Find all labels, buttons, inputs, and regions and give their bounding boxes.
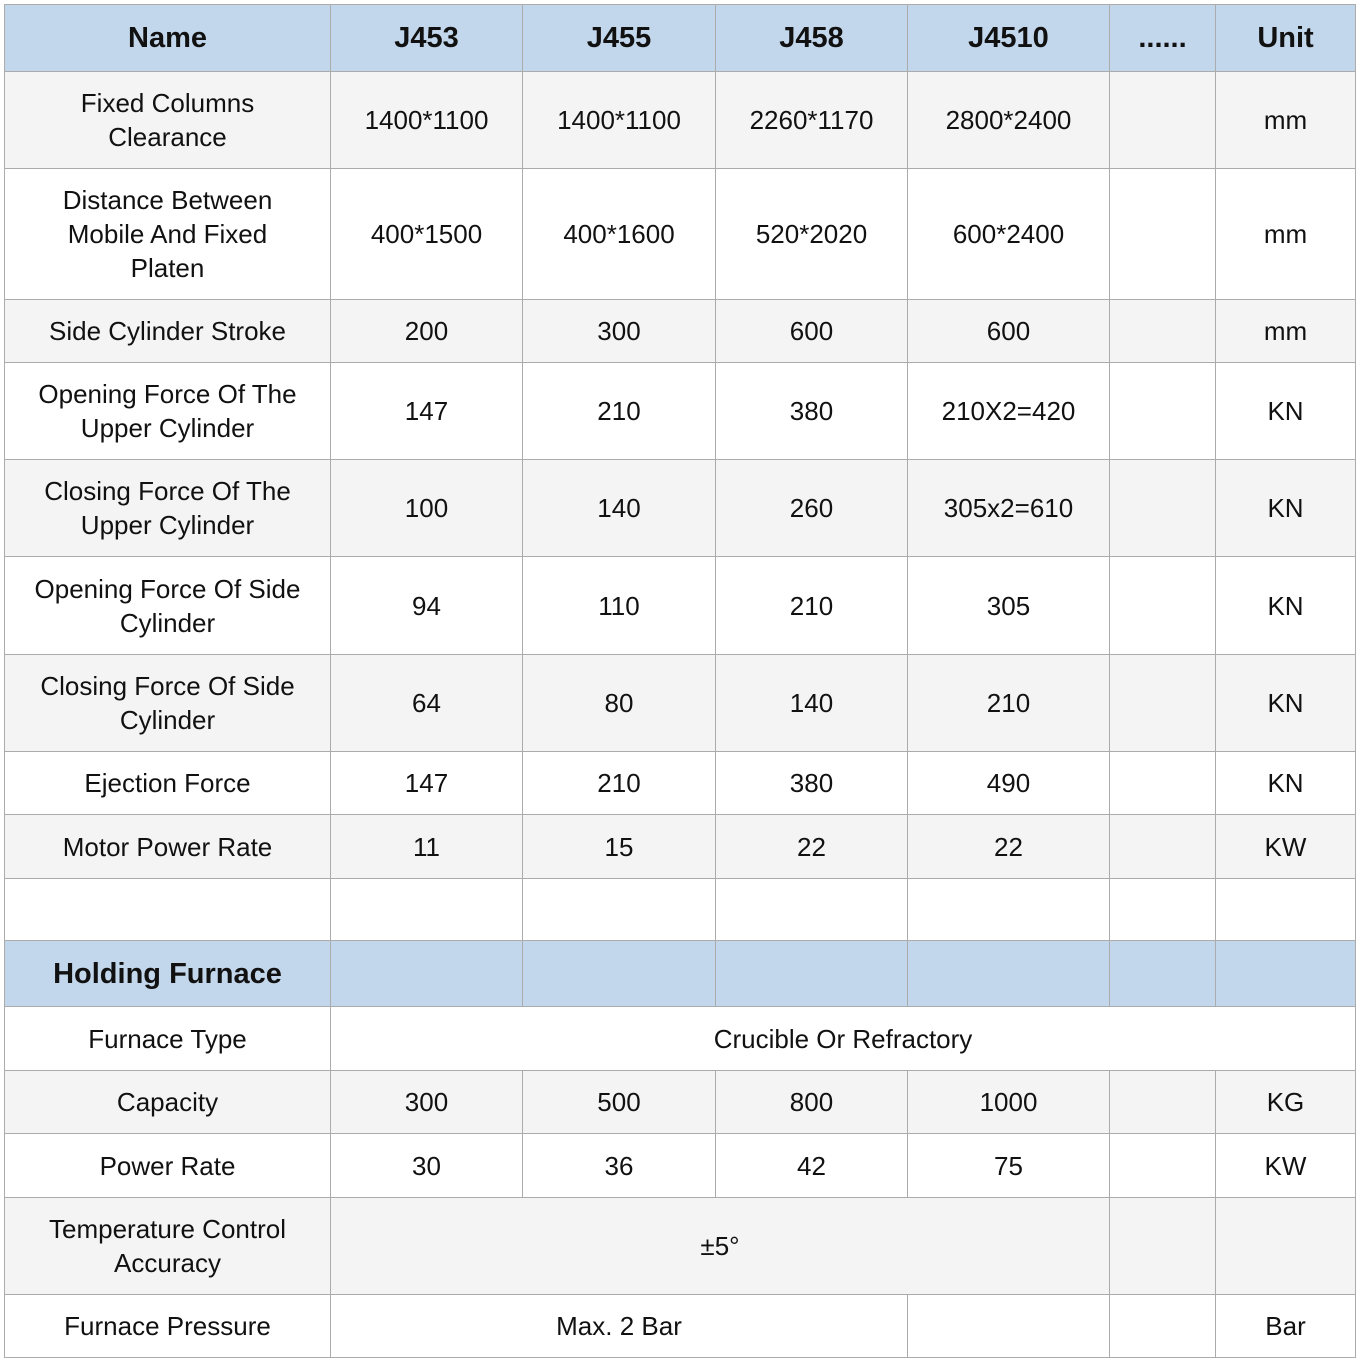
cell-unit: KG — [1216, 1071, 1356, 1134]
cell-unit: KW — [1216, 1134, 1356, 1198]
table-row — [5, 1007, 1356, 1071]
cell-j4510: 490 — [908, 752, 1110, 815]
cell-j455: 80 — [523, 655, 716, 752]
cell-j455: 36 — [523, 1134, 716, 1198]
cell-j453: 147 — [331, 363, 523, 460]
empty-cell — [1216, 941, 1356, 1007]
header-j4510: J4510 — [908, 5, 1110, 72]
table-row — [5, 655, 1356, 752]
table-row — [5, 1198, 1356, 1295]
empty-cell — [523, 941, 716, 1007]
row-label: Side Cylinder Stroke — [5, 300, 331, 363]
cell-j4510: 2800*2400 — [908, 72, 1110, 169]
cell-j4510: 210 — [908, 655, 1110, 752]
header-j453: J453 — [331, 5, 523, 72]
table-row — [5, 72, 1356, 169]
empty-cell — [716, 941, 908, 1007]
header-j455: J455 — [523, 5, 716, 72]
cell-more — [1110, 557, 1216, 655]
cell-j4510: 210X2=420 — [908, 363, 1110, 460]
row-label: Opening Force Of Side Cylinder — [5, 557, 331, 655]
pressure-value: Max. 2 Bar — [331, 1295, 908, 1358]
cell-j453: 94 — [331, 557, 523, 655]
cell-j458: 380 — [716, 752, 908, 815]
empty-cell — [1216, 879, 1356, 941]
table-row — [5, 169, 1356, 300]
header-more: ...... — [1110, 5, 1216, 72]
row-label: Distance Between Mobile And Fixed Platen — [5, 169, 331, 300]
cell-j4510: 305 — [908, 557, 1110, 655]
cell-unit: Bar — [1216, 1295, 1356, 1358]
header-name: Name — [5, 5, 331, 72]
cell-j453: 200 — [331, 300, 523, 363]
row-label: Power Rate — [5, 1134, 331, 1198]
cell-j458: 600 — [716, 300, 908, 363]
cell-more — [1110, 300, 1216, 363]
empty-cell — [908, 941, 1110, 1007]
cell-unit: KN — [1216, 752, 1356, 815]
cell-j453: 64 — [331, 655, 523, 752]
cell-more — [1110, 363, 1216, 460]
row-label: Capacity — [5, 1071, 331, 1134]
cell-j458: 22 — [716, 815, 908, 879]
header-j458: J458 — [716, 5, 908, 72]
cell-j4510: 305x2=610 — [908, 460, 1110, 557]
table-row — [5, 460, 1356, 557]
section-title: Holding Furnace — [5, 941, 331, 1007]
cell-unit: KN — [1216, 557, 1356, 655]
header-unit: Unit — [1216, 5, 1356, 72]
empty-cell — [331, 941, 523, 1007]
cell-more — [1110, 1198, 1216, 1295]
row-label: Motor Power Rate — [5, 815, 331, 879]
table-row — [5, 815, 1356, 879]
empty-cell — [908, 879, 1110, 941]
empty-cell — [1110, 941, 1216, 1007]
row-label: Furnace Pressure — [5, 1295, 331, 1358]
row-label: Closing Force Of The Upper Cylinder — [5, 460, 331, 557]
row-label: Ejection Force — [5, 752, 331, 815]
empty-cell — [1110, 879, 1216, 941]
table-row — [5, 363, 1356, 460]
cell-j455: 140 — [523, 460, 716, 557]
row-label: Temperature Control Accuracy — [5, 1198, 331, 1295]
empty-cell — [331, 879, 523, 941]
cell-j455: 210 — [523, 752, 716, 815]
cell-j455: 210 — [523, 363, 716, 460]
cell-unit: KW — [1216, 815, 1356, 879]
cell-more — [1110, 815, 1216, 879]
table-row — [5, 1071, 1356, 1134]
cell-j458: 260 — [716, 460, 908, 557]
cell-j455: 15 — [523, 815, 716, 879]
row-label: Furnace Type — [5, 1007, 331, 1071]
cell-j453: 147 — [331, 752, 523, 815]
cell-unit — [1216, 1198, 1356, 1295]
cell-j4510: 22 — [908, 815, 1110, 879]
cell-j455: 300 — [523, 300, 716, 363]
cell-j4510: 600*2400 — [908, 169, 1110, 300]
cell-unit: mm — [1216, 300, 1356, 363]
cell-j453: 300 — [331, 1071, 523, 1134]
header-row — [5, 5, 1356, 72]
cell-j455: 500 — [523, 1071, 716, 1134]
cell-j458: 520*2020 — [716, 169, 908, 300]
cell-more — [1110, 1295, 1216, 1358]
cell-j4510 — [908, 1295, 1110, 1358]
cell-j455: 1400*1100 — [523, 72, 716, 169]
cell-j458: 380 — [716, 363, 908, 460]
cell-j4510: 1000 — [908, 1071, 1110, 1134]
cell-j453: 30 — [331, 1134, 523, 1198]
cell-unit: KN — [1216, 460, 1356, 557]
cell-unit: mm — [1216, 72, 1356, 169]
cell-j455: 400*1600 — [523, 169, 716, 300]
row-label: Opening Force Of The Upper Cylinder — [5, 363, 331, 460]
empty-cell — [523, 879, 716, 941]
section-header-row — [5, 941, 1356, 1007]
row-label: Closing Force Of Side Cylinder — [5, 655, 331, 752]
temperature-value: ±5° — [331, 1198, 1110, 1295]
cell-unit: KN — [1216, 363, 1356, 460]
cell-j453: 400*1500 — [331, 169, 523, 300]
cell-j458: 140 — [716, 655, 908, 752]
cell-j455: 110 — [523, 557, 716, 655]
cell-j458: 800 — [716, 1071, 908, 1134]
empty-cell — [5, 879, 331, 941]
cell-more — [1110, 1134, 1216, 1198]
cell-more — [1110, 460, 1216, 557]
row-label: Fixed Columns Clearance — [5, 72, 331, 169]
table-row — [5, 557, 1356, 655]
cell-j458: 210 — [716, 557, 908, 655]
empty-cell — [716, 879, 908, 941]
table-row — [5, 1295, 1356, 1358]
cell-more — [1110, 169, 1216, 300]
cell-more — [1110, 752, 1216, 815]
spec-table — [4, 4, 1356, 1358]
table-row — [5, 1134, 1356, 1198]
cell-j453: 100 — [331, 460, 523, 557]
cell-j458: 2260*1170 — [716, 72, 908, 169]
furnace-type-value: Crucible Or Refractory — [331, 1007, 1356, 1071]
cell-more — [1110, 72, 1216, 169]
cell-unit: KN — [1216, 655, 1356, 752]
cell-more — [1110, 655, 1216, 752]
cell-more — [1110, 1071, 1216, 1134]
cell-j453: 1400*1100 — [331, 72, 523, 169]
cell-j458: 42 — [716, 1134, 908, 1198]
cell-j453: 11 — [331, 815, 523, 879]
table-row — [5, 752, 1356, 815]
cell-unit: mm — [1216, 169, 1356, 300]
cell-j4510: 75 — [908, 1134, 1110, 1198]
spacer-row — [5, 879, 1356, 941]
cell-j4510: 600 — [908, 300, 1110, 363]
table-row — [5, 300, 1356, 363]
